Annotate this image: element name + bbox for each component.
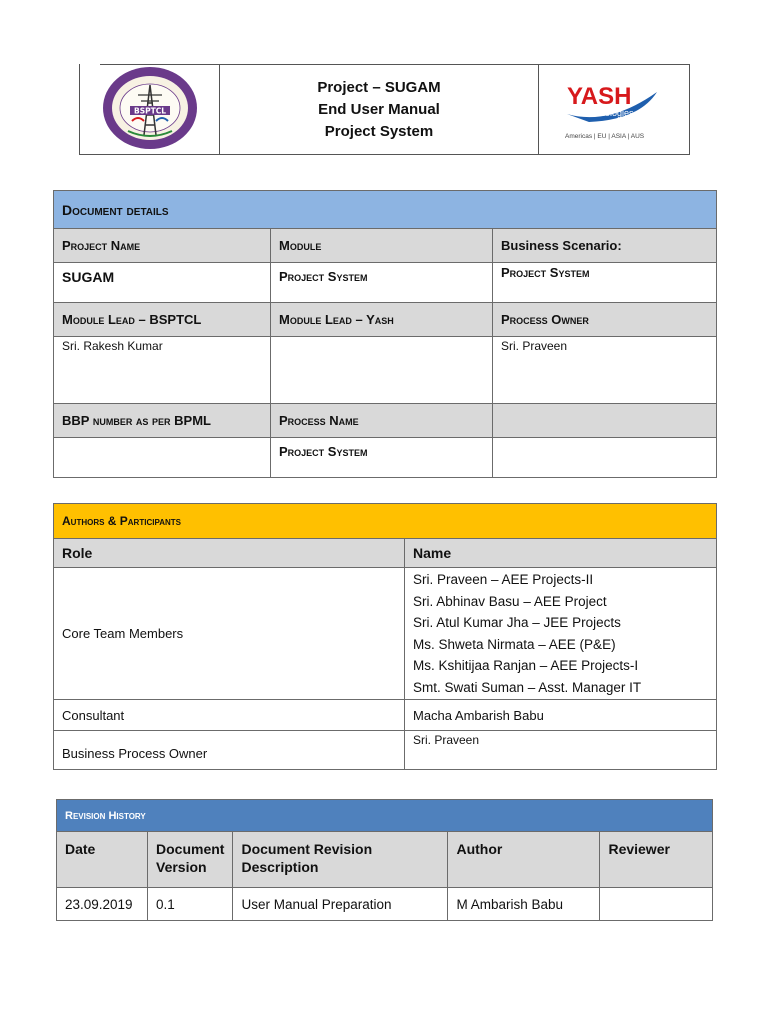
authors-participants-table [53,503,717,770]
name-consultant: Macha Ambarish Babu [405,700,717,731]
role-business-process-owner: Business Process Owner [54,731,405,770]
value-process-owner: Sri. Praveen [493,337,717,404]
yash-brand-sub: Technologies [581,108,634,118]
label-bbp-number: BBP number as per BPML [54,404,271,438]
label-module-lead-yash: Module Lead – Yash [271,303,493,337]
document-header [79,64,690,155]
value-module: Project System [271,263,493,303]
role-consultant: Consultant [54,700,405,731]
team-member: Ms. Kshitijaa Ranjan – AEE Projects-I [413,658,639,673]
label-business-scenario: Business Scenario: [493,229,717,263]
empty-gray-cell [493,404,717,438]
value-bbp-number [54,438,271,478]
title-line-project: Project – SUGAM [317,78,441,96]
yash-brand-regions: Americas | EU | ASIA | AUS [565,133,645,140]
bsptcl-logo-text: BSPTCL [133,106,166,116]
label-module: Module [271,229,493,263]
value-module-lead-bsptcl: Sri. Rakesh Kumar [54,337,271,404]
revision-col-description: Document Revision Description [233,832,448,888]
authors-heading: Authors & Participants [54,504,717,539]
names-core-team [405,568,717,700]
yash-logo-icon [559,74,669,142]
revision-author: M Ambarish Babu [448,888,600,921]
value-project-name: SUGAM [54,263,271,303]
bsptcl-logo-cell [80,65,220,155]
name-business-process-owner: Sri. Praveen [405,731,717,770]
revision-description: User Manual Preparation [233,888,448,921]
revision-history-table [56,799,713,921]
authors-row-process-owner [54,731,717,770]
title-line-module: Project System [324,122,434,140]
revision-reviewer [600,888,713,921]
document-title-block [220,65,539,155]
role-core-team: Core Team Members [54,568,405,700]
team-member: Sri. Praveen – AEE Projects-II [413,572,594,587]
revision-col-date: Date [57,832,148,888]
team-member: Ms. Shweta Nirmata – AEE (P&E) [413,636,616,652]
table-row [57,888,713,921]
team-member: Sri. Abhinav Basu – AEE Project [413,593,607,609]
label-process-owner: Process Owner [493,303,717,337]
value-module-lead-yash [271,337,493,404]
revision-col-reviewer: Reviewer [600,832,713,888]
title-line-manual: End User Manual [318,100,440,118]
bsptcl-logo-icon [100,65,200,151]
document-details-heading: Document details [54,191,717,229]
revision-col-version: Document Version [148,832,233,888]
value-process-name: Project System [271,438,493,478]
empty-value-cell [493,438,717,478]
yash-logo-cell [539,65,690,155]
authors-row-consultant [54,700,717,731]
team-member: Smt. Swati Suman – Asst. Manager IT [413,679,642,695]
revision-col-author: Author [448,832,600,888]
label-project-name: Project Name [54,229,271,263]
value-business-scenario: Project System [493,263,717,303]
revision-heading: Revision History [57,800,713,832]
revision-version: 0.1 [148,888,233,921]
yash-brand-name: YASH [567,83,632,110]
revision-date: 23.09.2019 [57,888,148,921]
authors-col-role: Role [54,539,405,568]
authors-row-core-team [54,568,717,700]
label-process-name: Process Name [271,404,493,438]
authors-col-name: Name [405,539,717,568]
label-module-lead-bsptcl: Module Lead – BSPTCL [54,303,271,337]
document-details-table [53,190,717,478]
team-member: Sri. Atul Kumar Jha – JEE Projects [413,615,621,630]
